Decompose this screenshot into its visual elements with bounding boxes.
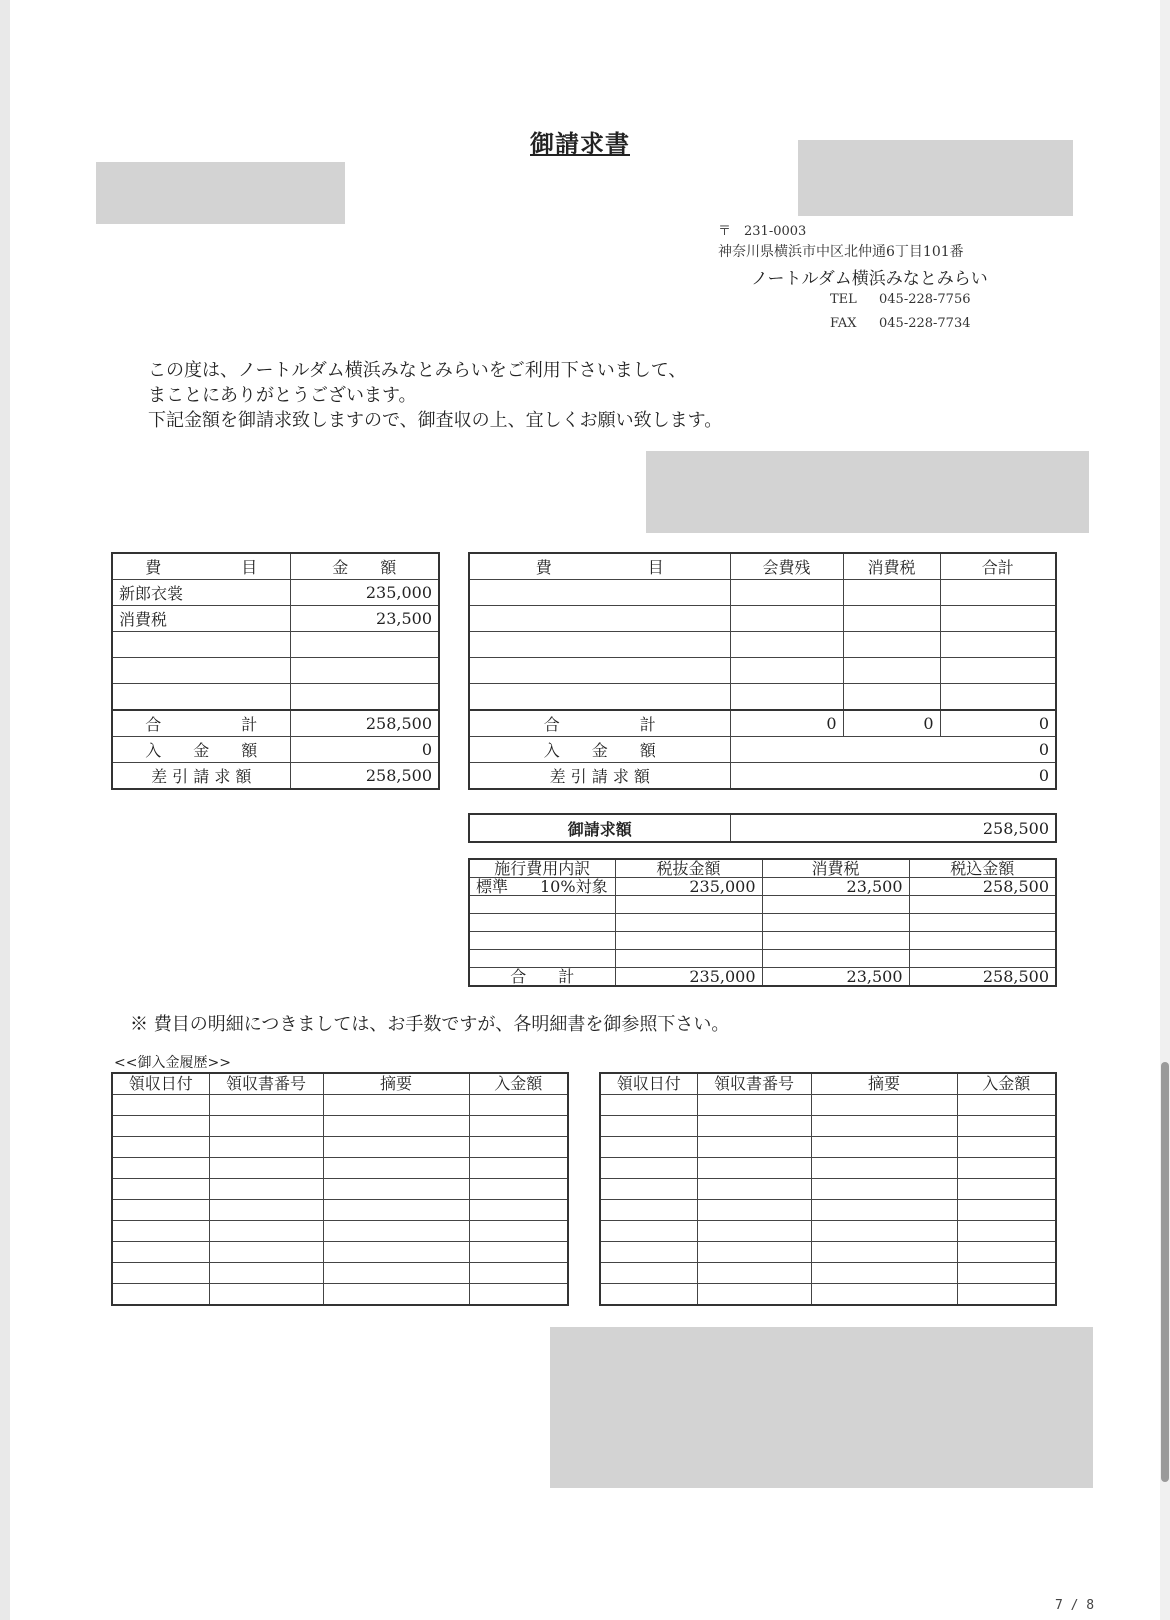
sender-company: ノートルダム横浜みなとみらい: [751, 269, 988, 289]
table-row: [112, 1263, 568, 1284]
table-row: [469, 878, 1056, 896]
header-amount: 金 額: [290, 553, 439, 580]
table-row: [112, 1095, 568, 1116]
item-amount: [290, 658, 439, 684]
balance-value: 0: [730, 763, 1056, 790]
tax-total-tax: 23,500: [762, 968, 909, 987]
table-row: [112, 1221, 568, 1242]
total-fee-balance: 0: [730, 710, 843, 737]
table-row: [600, 1284, 1056, 1306]
table-row: [469, 914, 1056, 932]
detail-note: ※ 費目の明細につきましては、お手数ですが、各明細書を御参照下さい。: [130, 1014, 730, 1035]
table-row: [600, 1200, 1056, 1221]
paid-value: 0: [290, 737, 439, 763]
header-total: 合計: [940, 553, 1056, 580]
table-row: [469, 896, 1056, 914]
greeting-line-1: この度は、ノートルダム横浜みなとみらいをご利用下さいまして、: [148, 360, 687, 381]
table-row: [600, 1179, 1056, 1200]
tel-label: TEL: [830, 292, 857, 307]
tax-total-taxincl: 258,500: [909, 968, 1056, 987]
table-row: [600, 1263, 1056, 1284]
item-amount: 23,500: [290, 606, 439, 632]
header-item: 費 目: [469, 553, 730, 580]
invoice-total-table: [468, 813, 1057, 843]
header-tax: 消費税: [843, 553, 940, 580]
header-payment-amount: 入金額: [957, 1073, 1056, 1095]
scrollbar[interactable]: [1160, 0, 1170, 1620]
item-name: [112, 658, 290, 684]
table-row: [112, 632, 439, 658]
table-row: [112, 1200, 568, 1221]
tax-breakdown-table: [468, 858, 1057, 987]
header-summary: 摘要: [811, 1073, 957, 1095]
header-receipt-date: 領収日付: [112, 1073, 209, 1095]
total-row: [469, 710, 1056, 737]
header-item: 費 目: [112, 553, 290, 580]
table-row: [600, 1242, 1056, 1263]
table-row: [600, 1158, 1056, 1179]
item-amount: [290, 632, 439, 658]
table-row: [469, 580, 1056, 606]
paid-label: 入 金 額: [469, 737, 730, 763]
page-indicator: 7 / 8: [1055, 1598, 1095, 1613]
table-row: [469, 632, 1056, 658]
balance-row: [469, 763, 1056, 790]
item-name: 消費税: [112, 606, 290, 632]
breakdown-label: 標準 10%対象: [469, 878, 615, 896]
scrollbar-thumb[interactable]: [1161, 1062, 1169, 1482]
table-row: [112, 658, 439, 684]
item-name: 新郎衣裳: [112, 580, 290, 606]
table-row: [112, 1284, 568, 1306]
total-value: 258,500: [290, 710, 439, 737]
total-label: 合 計: [469, 710, 730, 737]
header-receipt-number: 領収書番号: [697, 1073, 811, 1095]
balance-value: 258,500: [290, 763, 439, 790]
payment-history-table-right: [599, 1072, 1057, 1306]
table-row: [112, 684, 439, 711]
taxincl-amount: 258,500: [909, 878, 1056, 896]
tel-number: 045-228-7756: [879, 292, 971, 307]
payment-history-label: <<御入金履歴>>: [114, 1055, 231, 1071]
greeting-line-2: まことにありがとうございます。: [148, 385, 417, 406]
table-row: [112, 1137, 568, 1158]
header-breakdown: 施行費用内訳: [469, 859, 615, 878]
item-name: [112, 684, 290, 711]
table-row: [600, 1095, 1056, 1116]
expense-table-right: [468, 552, 1057, 790]
paid-label: 入 金 額: [112, 737, 290, 763]
balance-row: [112, 763, 439, 790]
greeting-line-3: 下記金額を御請求致しますので、御査収の上、宜しくお願い致します。: [148, 410, 723, 431]
postal-code: 〒 231-0003: [718, 224, 807, 239]
header-payment-amount: 入金額: [469, 1073, 568, 1095]
tax-total-label: 合 計: [469, 968, 615, 987]
payment-history-table-left: [111, 1072, 569, 1306]
header-receipt-date: 領収日付: [600, 1073, 697, 1095]
table-row: [600, 1116, 1056, 1137]
paid-row: [469, 737, 1056, 763]
redacted-remarks: [550, 1327, 1093, 1488]
tax-amount: 23,500: [762, 878, 909, 896]
header-pretax: 税抜金額: [615, 859, 762, 878]
item-amount: [290, 684, 439, 711]
balance-label: 差 引 請 求 額: [469, 763, 730, 790]
table-row: [112, 580, 439, 606]
fax-number: 045-228-7734: [879, 316, 971, 331]
header-receipt-number: 領収書番号: [209, 1073, 323, 1095]
item-amount: 235,000: [290, 580, 439, 606]
total-label: 合 計: [112, 710, 290, 737]
table-row: [112, 1179, 568, 1200]
greeting-text: [148, 358, 722, 433]
table-row: [600, 1137, 1056, 1158]
header-taxincl: 税込金額: [909, 859, 1056, 878]
table-row: [600, 1221, 1056, 1242]
sender-address: 神奈川県横浜市中区北仲通6丁目101番: [718, 244, 964, 260]
redacted-stamp-area: [646, 451, 1089, 533]
table-row: [112, 606, 439, 632]
total-tax: 0: [843, 710, 940, 737]
table-row: [112, 1242, 568, 1263]
paid-value: 0: [730, 737, 1056, 763]
total-row: [112, 710, 439, 737]
table-row: [469, 606, 1056, 632]
item-name: [112, 632, 290, 658]
document-title: 御請求書: [530, 129, 630, 158]
header-tax: 消費税: [762, 859, 909, 878]
invoice-total-label: 御請求額: [469, 814, 730, 842]
tax-total-pretax: 235,000: [615, 968, 762, 987]
fax-label: FAX: [830, 316, 857, 331]
table-row: [469, 658, 1056, 684]
redacted-issuer-info: [798, 140, 1073, 216]
table-row: [469, 950, 1056, 968]
table-row: [112, 1116, 568, 1137]
table-row: [112, 1158, 568, 1179]
total-sum: 0: [940, 710, 1056, 737]
header-fee-balance: 会費残: [730, 553, 843, 580]
paid-row: [112, 737, 439, 763]
total-row: [469, 968, 1056, 987]
table-row: [469, 684, 1056, 711]
header-summary: 摘要: [323, 1073, 469, 1095]
redacted-recipient: [96, 162, 345, 224]
invoice-total-value: 258,500: [730, 814, 1056, 842]
expense-table-left: [111, 552, 440, 790]
table-row: [469, 932, 1056, 950]
pretax-amount: 235,000: [615, 878, 762, 896]
balance-label: 差 引 請 求 額: [112, 763, 290, 790]
